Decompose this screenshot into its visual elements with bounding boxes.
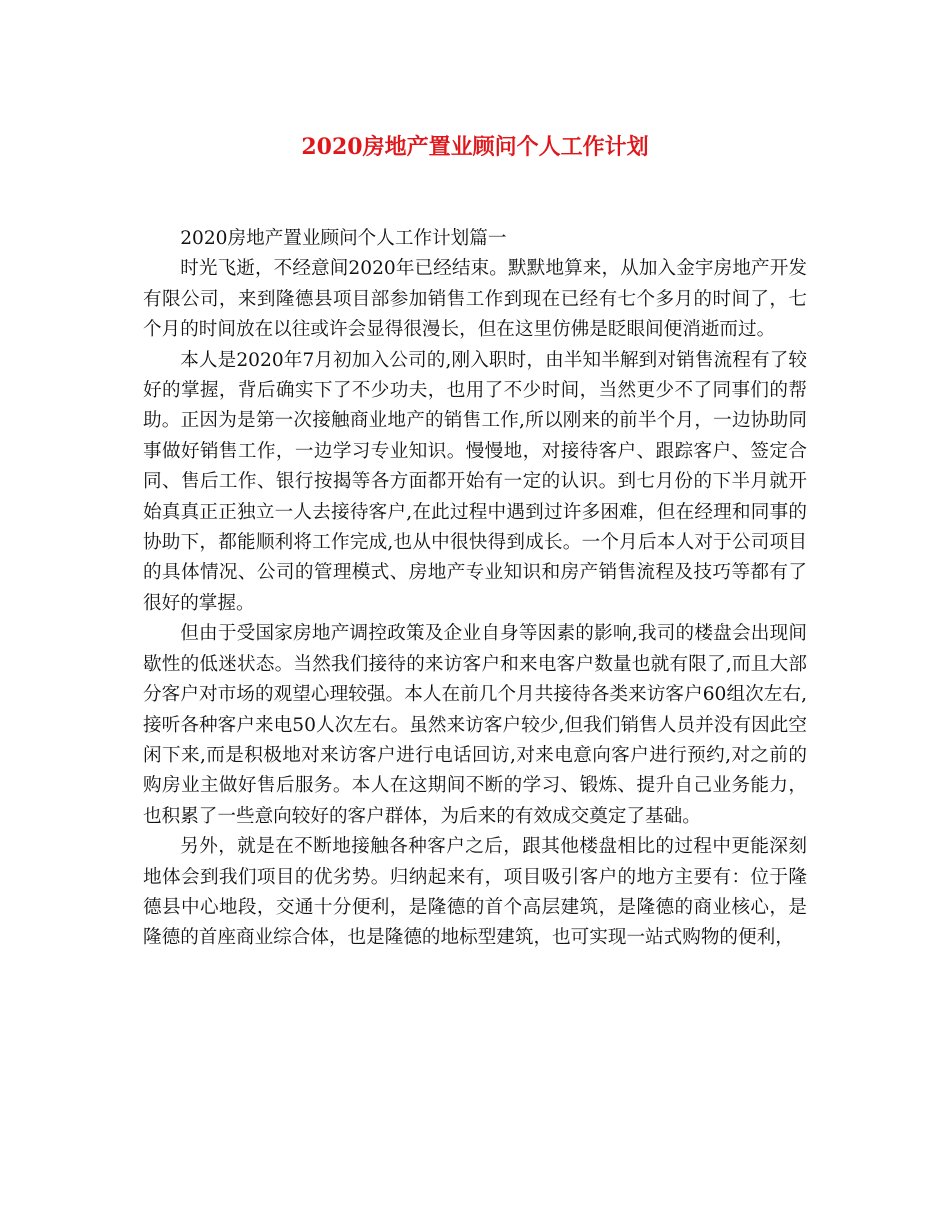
paragraph-market: 但由于受国家房地产调控政策及企业自身等因素的影响,我司的楼盘会出现间歇性的低迷状态。当然我们接待的来访客户和来电客户数量也就有限了,而且大部分客户对市场的观望心理较强。本人在前几个月共接待各类来访客户60组次左右,接听各种客户来电50人次左右。虽然来访客户较少,但我们销售人员并没有因此空闲下来,而是积极地对来访客户进行电话回访,对来电意向客户进行预约,对之前的购房业主做好售后服务。本人在这期间不断的学习、锻炼、提升自己业务能力，也积累了一些意向较好的客户群体，为后来的有效成交奠定了基础。 [143, 623, 807, 827]
document-body [143, 224, 807, 954]
document-title: 2020房地产置业顾问个人工作计划 [301, 134, 649, 160]
section-heading: 2020房地产置业顾问个人工作计划篇一 [180, 228, 507, 249]
paragraph-intro: 时光飞逝，不经意间2020年已经结束。默默地算来，从加入金宇房地产开发有限公司，来到隆德县项目部参加销售工作到现在已经有七个多月的时间了，七个月的时间放在以往或许会显得很漫长，但在这里仿佛是眨眼间便消逝而过。 [143, 258, 807, 341]
paragraph-advantages: 另外，就是在不断地接触各种客户之后，跟其他楼盘相比的过程中更能深刻地体会到我们项目的优劣势。归纳起来有，项目吸引客户的地方主要有：位于隆德县中心地段，交通十分便利，是隆德的首个高层建筑，是隆德的商业核心，是隆德的首座商业综合体，也是隆德的地标型建筑，也可实现一站式购物的便利， [143, 836, 807, 949]
paragraph-onboarding: 本人是2020年7月初加入公司的,刚入职时，由半知半解到对销售流程有了较好的掌握，背后确实下了不少功夫，也用了不少时间，当然更少不了同事们的帮助。正因为是第一次接触商业地产的销售工作,所以刚来的前半个月，一边协助同事做好销售工作，一边学习专业知识。慢慢地，对接待客户、跟踪客户、签定合同、售后工作、银行按揭等各方面都开始有一定的认识。到七月份的下半月就开始真真正正独立一人去接待客户,在此过程中遇到过许多困难，但在经理和同事的协助下，都能顺利将工作完成,也从中很快得到成长。一个月后本人对于公司项目的具体情况、公司的管理模式、房地产专业知识和房产销售流程及技巧等都有了很好的掌握。 [143, 349, 807, 614]
